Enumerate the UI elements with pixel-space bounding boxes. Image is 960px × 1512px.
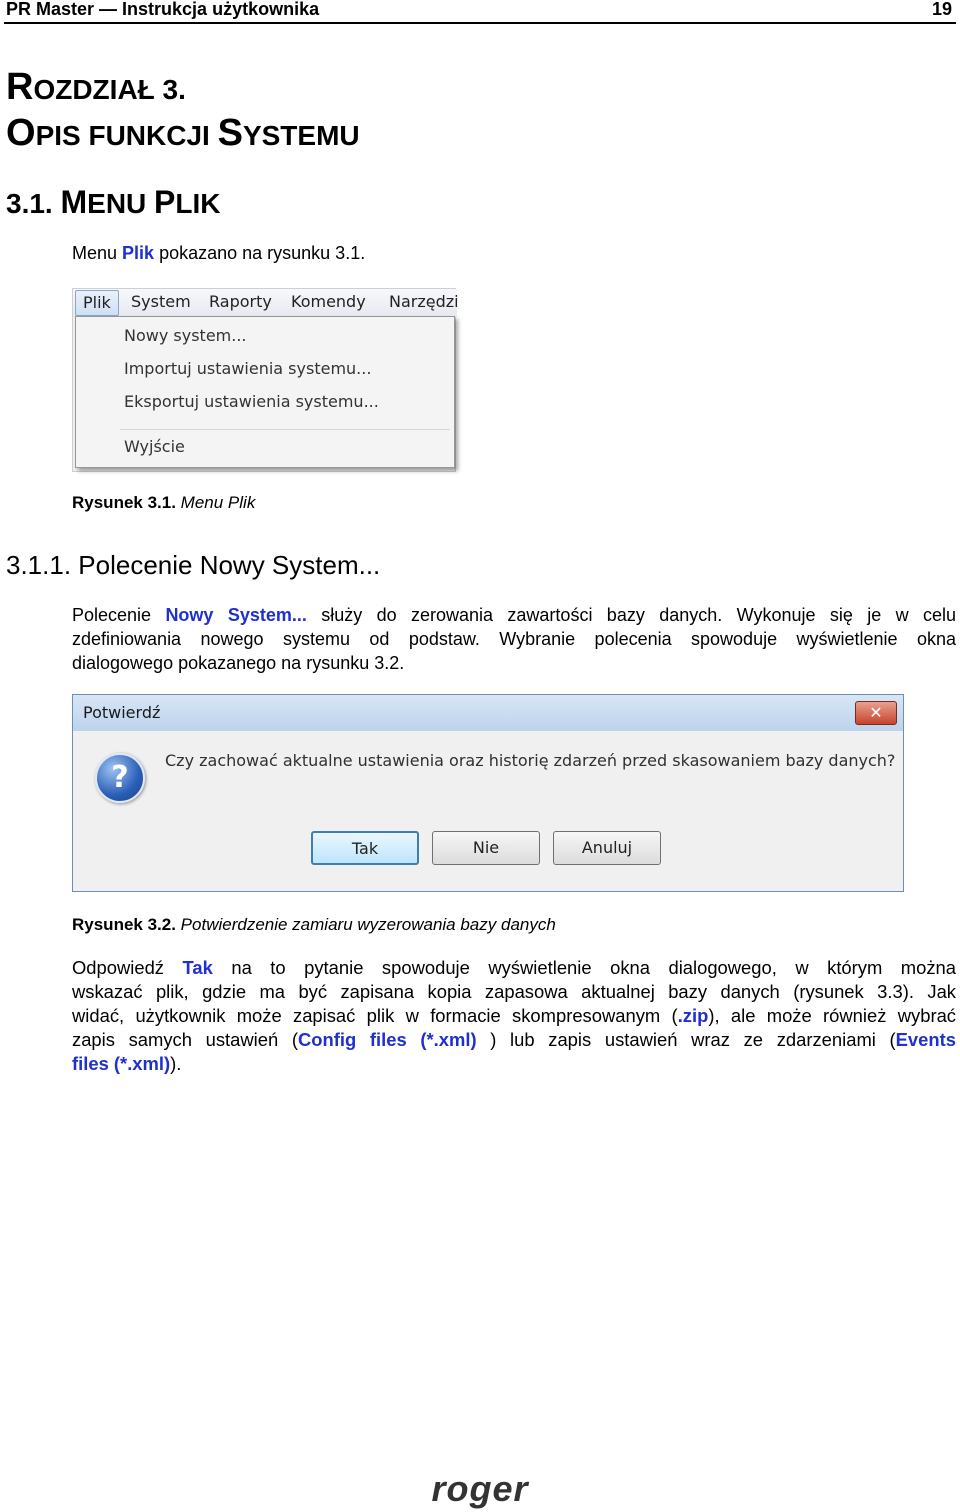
section-text: ENU [87,188,155,219]
text: Odpowiedź [72,957,183,978]
section-number: 3.1. [6,188,61,219]
plik-dropdown [75,316,455,468]
text: ) lub zapis ustawień wraz ze zdarzeniami ( [476,1029,896,1050]
chapter-heading-line2 [6,112,360,155]
chapter-initial: O [6,112,36,154]
paragraph-line [72,1052,956,1076]
question-icon: ? [95,753,145,803]
highlight-text: Nowy System... [165,605,307,625]
tak-button[interactable]: Tak [311,831,419,865]
section-heading-3-1-1: 3.1.1. Polecenie Nowy System... [6,550,381,580]
paragraph-line [72,1028,956,1052]
paragraph-line [72,603,956,627]
menu-narzedzia[interactable]: Narzędzi [389,292,459,311]
section-heading-3-1 [6,184,221,221]
text: ), ale może również wybrać [708,1005,956,1026]
menu-item-wyjscie[interactable]: Wyjście [124,437,185,456]
chapter-heading-line1 [6,66,186,109]
menu-system[interactable]: System [131,292,191,311]
paragraph-nowy-system [72,603,956,675]
caption-text: Potwierdzenie zamiaru wyzerowania bazy danych [175,915,556,934]
menu-komendy[interactable]: Komendy [291,292,366,311]
menu-item-eksportuj[interactable]: Eksportuj ustawienia systemu... [124,392,379,411]
close-icon[interactable]: ✕ [855,701,897,725]
menu-separator [120,429,450,430]
text: Polecenie [72,605,166,625]
menu-raporty[interactable]: Raporty [209,292,272,311]
caption-label: Rysunek 3.1. [72,493,176,512]
paragraph-line: wskazać plik, gdzie ma być zapisana kopia zapasowa aktualnej bazy danych (rysunek 3.3). Jak [72,981,956,1002]
paragraph-line: dialogowego pokazanego na rysunku 3.2. [72,653,405,673]
running-header-title: PR Master — Instrukcja użytkownika [6,0,320,19]
menu-bar [73,289,457,317]
paragraph-odpowiedz [72,956,956,1076]
text: służy do zerowania zawartości bazy danych. Wykonuje się je w celu [306,605,957,625]
text: Menu [72,243,123,263]
chapter-initial: S [217,112,243,154]
text: pokazano na rysunku 3.1. [154,243,366,263]
dialog-message: Czy zachować aktualne ustawienia oraz historię zdarzeń przed skasowaniem bazy danych? [165,751,896,770]
section-initial: P [154,184,176,220]
confirm-dialog [72,694,904,892]
header-rule [4,22,956,24]
chapter-initial: R [6,66,34,108]
dialog-title: Potwierdź [73,695,903,731]
menu-item-nowy-system[interactable]: Nowy system... [124,326,247,345]
figure-caption-3-1 [72,493,255,513]
menu-plik-screenshot [72,288,459,472]
text: ). [170,1053,182,1074]
intro-paragraph [72,241,365,265]
highlight-text: Plik [122,243,155,263]
nie-button[interactable]: Nie [432,831,540,865]
dialog-body [73,731,903,891]
section-text: LIK [175,188,221,219]
paragraph-line [72,1004,956,1028]
menu-plik[interactable]: Plik [75,290,119,316]
page-number: 19 [931,0,952,19]
text: widać, użytkownik może zapisać plik w formacie skompresowanym ( [72,1005,678,1026]
text: zapis samych ustawień ( [72,1029,299,1050]
highlight-text: .zip [677,1005,709,1026]
highlight-text: Events [895,1029,956,1050]
chapter-text: YSTEMU [242,120,360,151]
paragraph-line [72,956,956,980]
paragraph-line: zdefiniowania nowego systemu od podstaw. Wybranie polecenia spowoduje wyświetlenie okna [72,629,956,649]
caption-text: Menu Plik [175,493,256,512]
anuluj-button[interactable]: Anuluj [553,831,661,865]
highlight-text: Tak [182,957,213,978]
highlight-text: Config files (*.xml) [298,1029,477,1050]
caption-label: Rysunek 3.2. [72,915,176,934]
chapter-text: OZDZIAŁ 3. [33,74,186,105]
figure-caption-3-2 [72,915,556,935]
section-initial: M [60,184,88,220]
highlight-text: files (*.xml) [72,1053,171,1074]
menu-item-importuj[interactable]: Importuj ustawienia systemu... [124,359,372,378]
text: na to pytanie spowoduje wyświetlenie okna dialogowego, w którym można [212,957,956,978]
roger-logo: roger [431,1468,529,1509]
chapter-text: PIS FUNKCJI [35,120,218,151]
